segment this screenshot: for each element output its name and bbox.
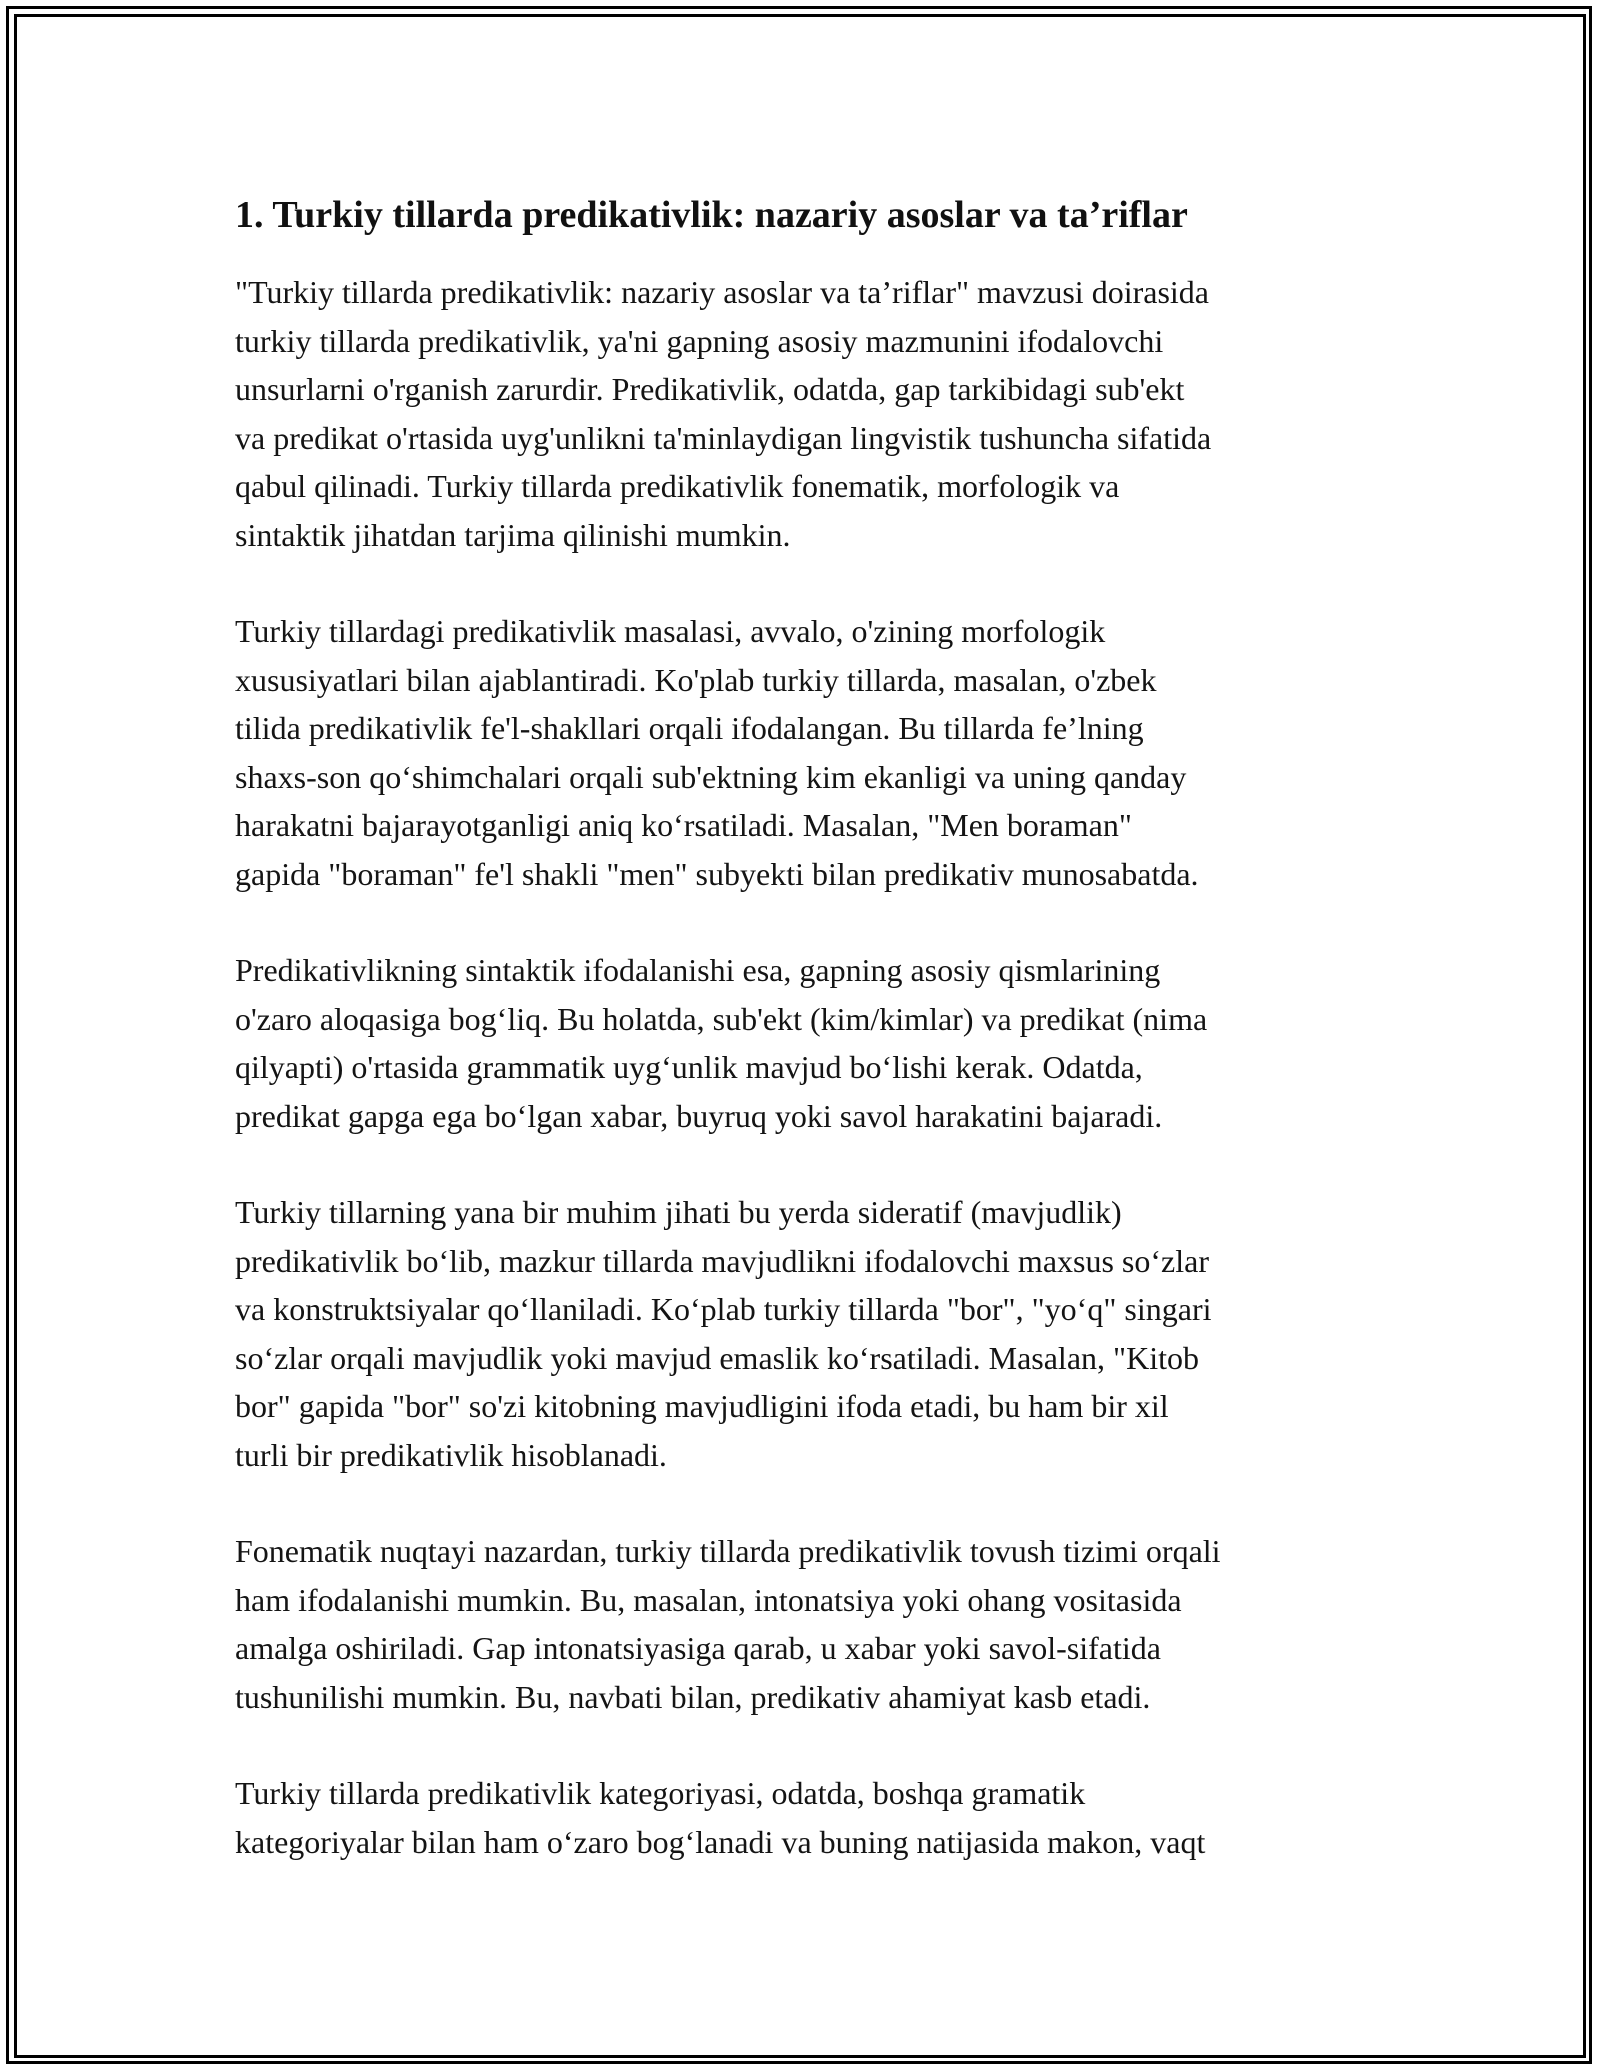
paragraph-line: unsurlarni o'rganish zarurdir. Predikativlik, odatda, gap tarkibidagi sub'ekt — [235, 371, 1185, 407]
paragraph-line: Predikativlikning sintaktik ifodalanishi esa, gapning asosiy qismlarining — [235, 952, 1161, 988]
paragraph-3 — [235, 946, 1370, 1140]
paragraph-line: turkiy tillarda predikativlik, ya'ni gapning asosiy mazmunini ifodalovchi — [235, 322, 1164, 359]
paragraph-line: Turkiy tillarda predikativlik kategoriyasi, odatda, boshqa gramatik — [235, 1775, 1086, 1811]
paragraph-line: va konstruktsiyalar qo‘llaniladi. Ko‘plab turkiy tillarda "bor", "yo‘q" singari — [235, 1291, 1212, 1327]
paragraph-line: "Turkiy tillarda predikativlik: nazariy asoslar va ta’riflar" mavzusi doirasida — [235, 274, 1209, 310]
section-heading: 1. Turkiy tillarda predikativlik: nazariy asoslar va ta’riflar — [235, 194, 1188, 236]
paragraph-line: harakatni bajarayotganligi aniq ko‘rsatiladi. Masalan, "Men boraman" — [235, 807, 1132, 843]
paragraph-line: so‘zlar orqali mavjudlik yoki mavjud emaslik ko‘rsatiladi. Masalan, "Kitob — [235, 1339, 1199, 1376]
paragraph-5 — [235, 1527, 1370, 1721]
paragraph-4 — [235, 1188, 1370, 1479]
paragraph-line: turli bir predikativlik hisoblanadi. — [235, 1436, 667, 1473]
paragraph-line: predikat gapga ega bo‘lgan xabar, buyruq yoki savol harakatini bajaradi. — [235, 1097, 1163, 1134]
paragraph-line: tilida predikativlik fe'l-shakllari orqali ifodalangan. Bu tillarda fe’lning — [235, 710, 1144, 746]
paragraph-line: bor" gapida "bor" so'zi kitobning mavjudligini ifoda etadi, bu ham bir xil — [235, 1388, 1169, 1424]
paragraph-1 — [235, 268, 1370, 559]
paragraph-2 — [235, 607, 1370, 898]
paragraph-line: qabul qilinadi. Turkiy tillarda predikativlik fonematik, morfologik va — [235, 468, 1120, 504]
paragraph-line: Turkiy tillardagi predikativlik masalasi, avvalo, o'zining morfologik — [235, 613, 1106, 649]
paragraph-line: Turkiy tillarning yana bir muhim jihati bu yerda sideratif (mavjudlik) — [235, 1194, 1122, 1230]
paragraph-line: va predikat o'rtasida uyg'unlikni ta'minlaydigan lingvistik tushuncha sifatida — [235, 419, 1212, 456]
paragraph-line: amalga oshiriladi. Gap intonatsiyasiga qarab, u xabar yoki savol-sifatida — [235, 1630, 1161, 1666]
paragraph-line: xususiyatlari bilan ajablantiradi. Ko'plab turkiy tillarda, masalan, o'zbek — [235, 661, 1157, 698]
paragraph-line: ham ifodalanishi mumkin. Bu, masalan, intonatsiya yoki ohang vositasida — [235, 1581, 1182, 1618]
paragraph-line: predikativlik bo‘lib, mazkur tillarda mavjudlikni ifodalovchi maxsus so‘zlar — [235, 1242, 1209, 1279]
paragraph-line: sintaktik jihatdan tarjima qilinishi mumkin. — [235, 516, 791, 553]
paragraph-line: tushunilishi mumkin. Bu, navbati bilan, predikativ ahamiyat kasb etadi. — [235, 1678, 1151, 1715]
paragraph-line: gapida "boraman" fe'l shakli "men" subyekti bilan predikativ munosabatda. — [235, 855, 1199, 892]
paragraph-line: qilyapti) o'rtasida grammatik uyg‘unlik mavjud bo‘lishi kerak. Odatda, — [235, 1049, 1143, 1085]
paragraph-6 — [235, 1769, 1370, 1866]
paragraph-line: kategoriyalar bilan ham o‘zaro bog‘lanadi va buning natijasida makon, vaqt — [235, 1823, 1206, 1860]
paragraph-line: Fonematik nuqtayi nazardan, turkiy tillarda predikativlik tovush tizimi orqali — [235, 1533, 1221, 1569]
paragraph-line: shaxs-son qo‘shimchalari orqali sub'ektning kim ekanligi va uning qanday — [235, 758, 1187, 795]
document-body — [235, 190, 1370, 1914]
paragraph-line: o'zaro aloqasiga bog‘liq. Bu holatda, sub'ekt (kim/kimlar) va predikat (nima — [235, 1000, 1208, 1037]
